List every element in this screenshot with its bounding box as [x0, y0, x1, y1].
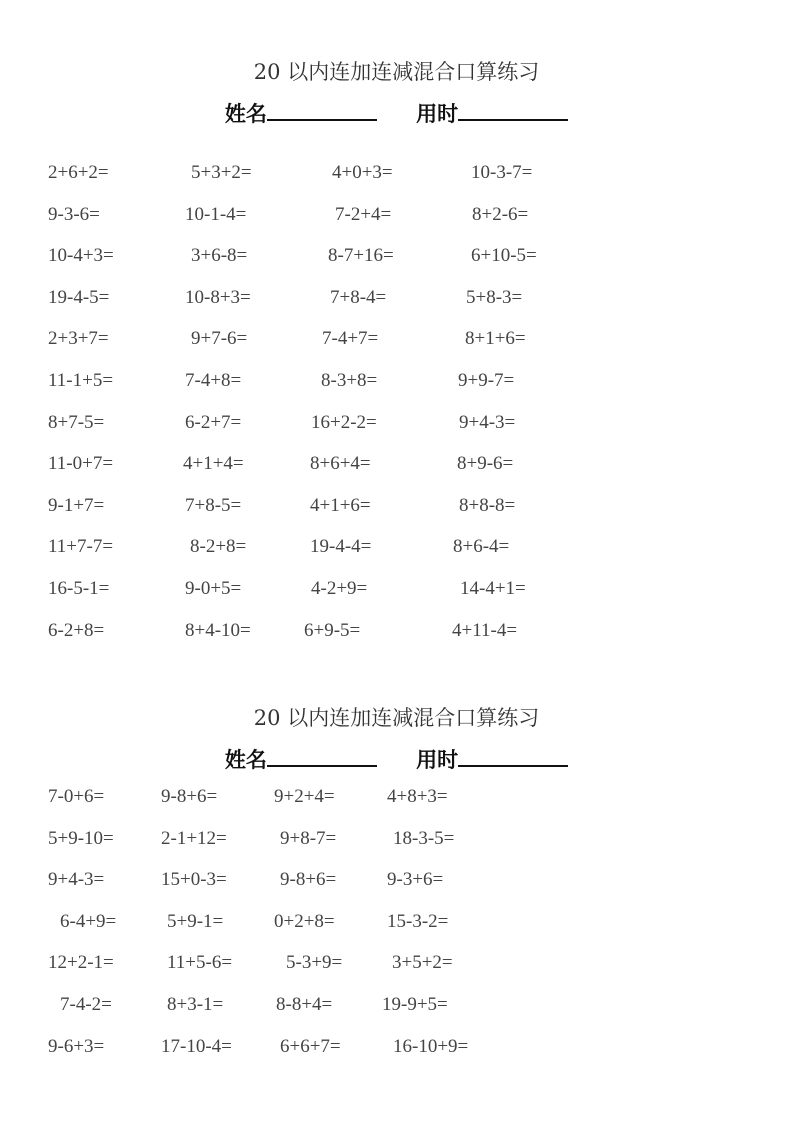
math-problem: 19-4-5=	[48, 286, 110, 308]
math-problem: 8-2+8=	[190, 536, 247, 558]
math-problem: 9+7-6=	[191, 328, 248, 350]
math-problem: 6+6+7=	[280, 1035, 341, 1057]
math-problem: 16+2-2=	[311, 411, 377, 433]
math-problem: 9-8+6=	[161, 786, 218, 807]
time-label: 用时	[416, 748, 459, 772]
math-problem: 7-4+8=	[185, 370, 242, 391]
time-blank[interactable]	[458, 747, 568, 767]
math-problem: 9+4-3=	[48, 869, 105, 891]
math-problem: 8+7-5=	[48, 411, 105, 433]
math-problem: 4+11-4=	[452, 619, 518, 641]
math-problem: 19-9+5=	[382, 994, 448, 1015]
math-problem: 9+9-7=	[458, 370, 515, 391]
name-field[interactable]	[225, 102, 377, 126]
math-problem: 16-10+9=	[393, 1035, 469, 1057]
math-problem: 7+8-4=	[330, 286, 387, 308]
name-field[interactable]	[225, 748, 377, 772]
math-problem: 8+3-1=	[167, 994, 224, 1015]
math-problem: 4+8+3=	[387, 786, 448, 807]
math-problem: 7-4-2=	[60, 994, 112, 1015]
name-blank[interactable]	[267, 101, 377, 121]
math-problem: 3+5+2=	[392, 952, 453, 974]
math-problem: 2+3+7=	[48, 328, 109, 350]
math-problem: 6+9-5=	[304, 619, 361, 641]
name-blank[interactable]	[267, 747, 377, 767]
math-problem: 4+0+3=	[332, 162, 393, 183]
math-problem: 11-0+7=	[48, 453, 114, 475]
math-problem: 9-1+7=	[48, 494, 105, 516]
time-label: 用时	[416, 102, 459, 126]
math-problem: 6-2+7=	[185, 411, 242, 433]
math-problem: 10-8+3=	[185, 286, 251, 308]
math-problem: 11+7-7=	[48, 536, 114, 558]
math-problem: 15+0-3=	[161, 869, 227, 891]
math-problem: 9-6+3=	[48, 1035, 105, 1057]
math-problem: 7-2+4=	[335, 203, 392, 225]
math-problem: 5-3+9=	[286, 952, 343, 974]
math-problem: 7-0+6=	[48, 786, 105, 807]
time-field[interactable]	[416, 102, 568, 126]
math-problem: 9-3-6=	[48, 203, 100, 225]
math-problem: 11+5-6=	[167, 952, 233, 974]
math-problem: 17-10-4=	[161, 1035, 232, 1057]
name-time-line	[0, 744, 793, 774]
math-problem: 2+6+2=	[48, 162, 109, 183]
math-problem: 8+2-6=	[472, 203, 529, 225]
worksheet-title: 20 以内连加连减混合口算练习	[253, 60, 540, 84]
math-problem: 3+6-8=	[191, 245, 248, 267]
math-problem: 4+1+6=	[310, 494, 371, 516]
name-label: 姓名	[224, 102, 267, 126]
math-problem: 0+2+8=	[274, 910, 335, 932]
math-problem: 5+9-1=	[167, 910, 224, 932]
math-problem: 8+8-8=	[459, 494, 516, 516]
math-problem: 6-2+8=	[48, 619, 105, 641]
math-problem: 9+2+4=	[274, 786, 335, 807]
math-problem: 9-3+6=	[387, 869, 444, 891]
math-problem: 9+4-3=	[459, 411, 516, 433]
math-problem: 10-1-4=	[185, 203, 247, 225]
worksheet-title: 20 以内连加连减混合口算练习	[253, 706, 540, 730]
math-problem: 5+8-3=	[466, 286, 523, 308]
time-field[interactable]	[416, 748, 568, 772]
math-problem: 14-4+1=	[460, 578, 526, 599]
math-problem: 19-4-4=	[310, 536, 372, 558]
math-problem: 18-3-5=	[393, 827, 455, 849]
math-problem: 7+8-5=	[185, 494, 242, 516]
math-problem: 10-3-7=	[471, 162, 533, 183]
math-problem: 6-4+9=	[60, 910, 117, 932]
name-time-line	[0, 98, 793, 128]
math-problem: 8-7+16=	[328, 245, 394, 267]
math-problem: 4-2+9=	[311, 578, 368, 599]
name-label: 姓名	[224, 748, 267, 772]
math-problem: 11-1+5=	[48, 370, 114, 391]
math-problem: 8+1+6=	[465, 328, 526, 350]
math-problem: 16-5-1=	[48, 578, 110, 599]
math-problem: 7-4+7=	[322, 328, 379, 350]
time-blank[interactable]	[458, 101, 568, 121]
math-problem: 8+9-6=	[457, 453, 514, 475]
math-problem: 8+6+4=	[310, 453, 371, 475]
math-problem: 4+1+4=	[183, 453, 244, 475]
math-problem: 8-8+4=	[276, 994, 333, 1015]
math-problem: 9-0+5=	[185, 578, 242, 599]
math-problem: 9-8+6=	[280, 869, 337, 891]
math-problem: 5+9-10=	[48, 827, 114, 849]
math-problem: 8+6-4=	[453, 536, 510, 558]
math-problem: 9+8-7=	[280, 827, 337, 849]
math-problem: 8-3+8=	[321, 370, 378, 391]
math-problem: 8+4-10=	[185, 619, 251, 641]
math-problem: 2-1+12=	[161, 827, 227, 849]
math-problem: 5+3+2=	[191, 162, 252, 183]
math-problem: 6+10-5=	[471, 245, 537, 267]
math-problem: 12+2-1=	[48, 952, 114, 974]
math-problem: 10-4+3=	[48, 245, 114, 267]
math-problem: 15-3-2=	[387, 910, 449, 932]
